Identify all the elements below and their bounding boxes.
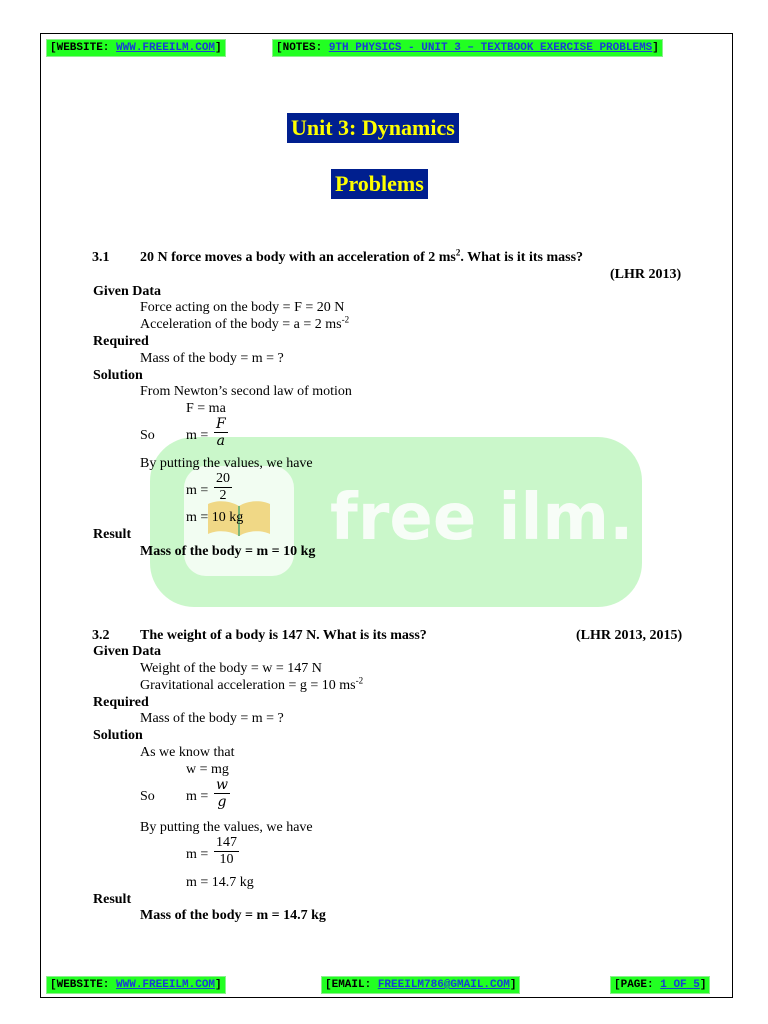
header-notes-label: [NOTES:	[276, 42, 329, 54]
footer-page-total: 5	[693, 979, 700, 991]
p2-required-heading: Required	[93, 695, 149, 710]
footer-page-current: 1	[660, 979, 667, 991]
p1-question-text: 20 N force moves a body with an acceleration of 2 ms	[140, 250, 456, 265]
header-notes-box	[272, 39, 663, 57]
p2-result: Mass of the body = m = 14.7 kg	[140, 908, 326, 923]
footer-page-close: ]	[699, 979, 707, 991]
p2-given-1: Weight of the body = w = 147 N	[140, 661, 322, 676]
p1-result: Mass of the body = m = 10 kg	[140, 544, 316, 559]
p2-fraction	[214, 777, 230, 810]
p2-m-equals-2: m =	[186, 847, 209, 862]
p1-putting: By putting the values, we have	[140, 456, 313, 471]
p2-solution-1: As we know that	[140, 745, 235, 760]
watermark-text: free ilm.	[330, 481, 634, 555]
p2-so: So	[140, 789, 155, 804]
footer-page-of: OF	[673, 979, 687, 991]
p2-result-heading: Result	[93, 892, 132, 907]
p2-values-numerator: 147	[216, 835, 237, 850]
p1-m-equals-2: m =	[186, 483, 209, 498]
p1-so: So	[140, 428, 155, 443]
p2-values-fraction	[214, 835, 239, 868]
p1-fraction-numerator: F	[216, 416, 226, 432]
p2-question: The weight of a body is 147 N. What is its mass?	[140, 628, 427, 643]
footer-email-label: [EMAIL:	[325, 979, 378, 991]
p1-required-1: Mass of the body = m = ?	[140, 351, 284, 366]
header-website-box	[46, 39, 226, 57]
footer-email-link[interactable]: FREEILM786@GMAIL.COM	[377, 979, 510, 991]
footer-page-box	[610, 976, 710, 994]
header-notes-close: ]	[652, 42, 659, 54]
p1-reference: (LHR 2013)	[610, 267, 682, 282]
footer-website-box	[46, 976, 226, 994]
p1-answer-line: m = 10 kg	[186, 510, 244, 525]
p2-formula: w = mg	[186, 762, 229, 777]
p2-answer-line: m = 14.7 kg	[186, 875, 254, 890]
p1-result-heading: Result	[93, 527, 132, 542]
p2-fraction-denominator: g	[217, 794, 227, 810]
p1-given-2-sup: -2	[341, 314, 350, 325]
p1-formula: F = ma	[186, 401, 226, 416]
p1-question-sup: 2	[455, 247, 461, 258]
p1-fraction	[214, 416, 228, 449]
footer-email-box	[321, 976, 520, 994]
p1-question-end: . What is it its mass?	[460, 250, 584, 265]
footer-email-close: ]	[509, 979, 517, 991]
p2-required-1: Mass of the body = m = ?	[140, 711, 284, 726]
p1-fraction-denominator: a	[216, 433, 226, 449]
p1-solution-1: From Newton’s second law of motion	[140, 384, 352, 399]
p1-required-heading: Required	[93, 334, 149, 349]
p1-given-2	[140, 316, 349, 333]
unit-title: Unit 3: Dynamics	[287, 113, 459, 143]
p1-values-numerator: 20	[216, 471, 230, 486]
p1-values-fraction	[214, 471, 232, 504]
p1-solution-heading: Solution	[93, 368, 143, 383]
footer-website-close: ]	[215, 979, 222, 991]
p1-given-heading: Given Data	[93, 284, 162, 299]
p2-given-2-text: Gravitational acceleration = g = 10 ms	[140, 678, 356, 693]
header-notes-link[interactable]: 9TH PHYSICS - UNIT 3 – TEXTBOOK EXERCISE PROBLEMS	[328, 42, 653, 54]
header-website-close: ]	[215, 42, 222, 54]
p2-given-2-sup: -2	[355, 675, 364, 686]
footer-page-label: [PAGE:	[614, 979, 661, 991]
p2-fraction-numerator: w	[216, 777, 228, 793]
p2-given-heading: Given Data	[93, 644, 162, 659]
p2-reference: (LHR 2013, 2015)	[576, 628, 683, 643]
header-website-link[interactable]: WWW.FREEILM.COM	[116, 42, 216, 54]
p2-given-2	[140, 677, 363, 694]
p1-question	[140, 249, 583, 266]
p1-m-equals: m =	[186, 428, 209, 443]
p1-given-2-text: Acceleration of the body = a = 2 ms	[140, 317, 342, 332]
p2-number: 3.2	[92, 628, 110, 643]
p1-values-denominator: 2	[219, 488, 227, 503]
section-title: Problems	[331, 169, 428, 199]
p2-putting: By putting the values, we have	[140, 820, 313, 835]
footer-website-label: [WEBSITE:	[50, 979, 117, 991]
header-website-label: [WEBSITE:	[50, 42, 117, 54]
footer-website-link[interactable]: WWW.FREEILM.COM	[116, 979, 216, 991]
p2-solution-heading: Solution	[93, 728, 143, 743]
p1-given-1: Force acting on the body = F = 20 N	[140, 300, 345, 315]
p2-m-equals: m =	[186, 789, 209, 804]
p1-number: 3.1	[92, 250, 110, 265]
p2-values-denominator: 10	[219, 852, 234, 867]
footer-page-link[interactable]	[660, 979, 700, 991]
